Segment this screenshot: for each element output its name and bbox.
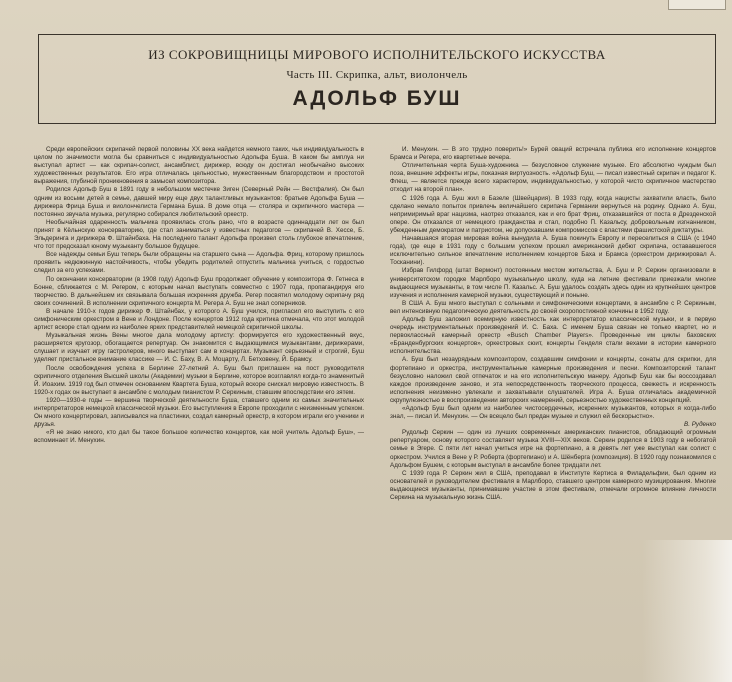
paragraph: Начавшаяся вторая мировая война вынудила А. Буша покинуть Европу и переселиться в США (с 1940 года), где еще в 1931 году с большим успехом прошел американский дебют скрипача, остававшегося исключительно сильное впечатление исполнением концертов Баха и Брамса (оркестром дирижировал А. Тосканини). [390,235,716,267]
paragraph: 1920—1930-е годы — вершина творческой деятельности Буша, ставшего одним из самых значительных интерпретаторов немецкой классической музыки. Его выступления в Европе проходили с неизменным успехом. Он много концертировал, записывался на пластинки, создал камерный оркестр, в котором играли его ученики и друзья. [34,396,364,429]
paragraph: Музыкальная жизнь Вены многое дала молодому артисту: формируется его художественный вкус, расширяется кругозор, обогащается репертуар. Он знакомится с выдающимися музыкантами, дирижерами, слушает и изучает игру гастролеров, много выступает сам в концертах. Музыкант серьезный и строгий, Буш уделяет пристальное внимание классике — И. С. Баху, В. А. Моцарту, Л. Бетховену, Й. Брамсу. [34,332,364,364]
paragraph: По окончании консерватории (в 1908 году) Адольф Буш продолжает обучение у композитора Ф. Гетнеса в Бонне, сближается с М. Регером, с которым начал выступать совместно с 1907 года, пропагандируя его творчество. В дальнейшем их связывала большая искренняя дружба. Регер посвятил молодому скрипачу ряд своих сочинений. В исполнении скрипичного концерта М. Регера А. Буш не знал соперников. [34,275,364,307]
paragraph: Среди европейских скрипачей первой половины XX века найдется немного таких, чья индивидуальность в целом по значимости могла бы сравниться с индивидуальностью Адольфа Буша. В каком бы амплуа ни выступал артист — как скрипач-солист, ансамблист, дирижер, всюду он достигал необычайно высоких художественных результатов. Его игра отличалась цельностью, мужественным благородством и простотой выражения, глубиной проникновения в замысел композитора. [34,146,364,186]
paragraph: В начале 1910-х годов дирижер Ф. Штайнбах, у которого А. Буш учился, пригласил его выступить с его симфоническим оркестром в Вене и Лондоне. После концертов 1912 года критика отмечала, что этот молодой артист вскоре стал одним из наиболее ярких представителей немецкой скрипичной школы. [34,307,364,332]
paragraph: С 1939 года Р. Серкин жил в США, преподавал в Институте Кертиса в Филадельфии, был одним из основателей и руководителем фестиваля в Марлборо, ставшего центром камерного музицирования. Многие выдающиеся музыканты, принимавшие участие в этом фестивале, отмечали огромное влияние личности Серкина на музыкальную жизнь США. [390,469,716,502]
paragraph: В США А. Буш много выступал с сольными и симфоническими концертами, в ансамбле с Р. Серкиным, вел интенсивную педагогическую деятельность до своей скоропостижной кончины в 1952 году. [390,299,716,315]
paragraph: С 1926 года А. Буш жил в Базеле (Швейцария). В 1933 году, когда нацисты захватили власть, было сделано немало попыток привлечь величайшего скрипача Германии вернуться на родину. Однако А. Буш, непримиримый враг нацизма, наотрез отказался, как и его брат Фриц, отказавшийся от поста в Дрезденской опере. Он отказался от немецкого гражданства и стал, подобно П. Казальсу, добровольным изгнанником, убежденным демократом и патриотом, не допускавшим компромиссов с властями фашистской диктатуры. [390,194,716,234]
paragraph: Все надежды семьи Буш теперь были обращены на старшего сына — Адольфа. Фриц, которому пришлось проявить недюжинную настойчивость, чтобы убедить родителей отпустить мальчика учиться, с гордостью следил за его успехами. [34,251,364,275]
left-text-column [34,146,364,674]
title-frame [38,34,716,124]
series-title: ИЗ СОКРОВИЩНИЦЫ МИРОВОГО ИСПОЛНИТЕЛЬСКОГО ИСКУССТВА [148,47,606,62]
author-signature: В. Руденко [684,421,716,429]
paragraph: А. Буш был незаурядным композитором, создавшим симфонии и концерты, сонаты для скрипки, для фортепиано и оркестра, инструментальные камерные произведения и песни. Композиторский талант безусловно наложил свой отпечаток и на его исполнительскую манеру. Адольф Буш как бы воссоздавал каждое произведение заново, и эта непосредственность творческого процесса, свежесть и искренность исполнения неизменно увлекали и захватывали слушателей. Игра А. Буша отличалась академичной скрупулезностью в воспроизведении авторских намерений, серьезностью художественных концепций. [390,356,716,404]
paragraph: Адольф Буш заложил всемирную известность как интерпретатор классической музыки, и в первую очередь инструментальных произведений И. С. Баха. С именем Буша связан не только квартет, но и первоклассный камерный оркестр «Busch Chamber Players». Проведенные им циклы баховских «Бранденбургских концертов», оркестровых сюит, концерты Генделя стали вехами в истории камерного исполнительства. [390,315,716,356]
part-subtitle: Часть III. Скрипка, альт, виолончель [286,69,468,81]
paragraph: Отличительная черта Буша-художника — безусловное служение музыке. Его абсолютно чуждым был поза, внешние эффекты игры, показная виртуозность. «Адольф Буш, — писал известный скрипач и педагог К. Флеш, — является прежде всего характером, индивидуальностью, у которой чисто скрипичное мастерство отходит на второй план». [390,162,716,194]
paragraph: «Адольф Буш был одним из наиболее чистосердечных, искренних музыкантов, которых я когда-либо знал, — писал И. Менухин. — Он всецело был предан музыке и служил ей бескорыстно». [390,405,716,421]
corner-label-tab [668,0,726,10]
paragraph: И. Менухин. — В это трудно поверить!» Бурей оваций встречала публика его исполнение концертов Брамса и Регера, его квартетные вечера. [390,146,716,162]
paragraph: Рудольф Серкин — один из лучших современных американских пианистов, обладающий огромным репертуаром, основу которого составляет музыка XVIII—XIX веков. Серкин родился в 1903 году в небогатой семье в Эгере. С пяти лет начал учиться игре на фортепиано, а в девять лет уже выступал как солист с оркестром. Учился в Вене у Р. Роберта (фортепиано) и А. Шёнберга (композиция). В 1920 году познакомился с Адольфом Бушем, с которым выступал в ансамбле более тридцати лет. [390,429,716,469]
paragraph: Избрав Гилфорд (штат Вермонт) постоянным местом жительства, А. Буш и Р. Серкин организовали в университетском городке Марлборо музыкальную школу, куда на летние фестивали приезжали многие выдающиеся музыканты, в том числе П. Казальс. А. Буш удалось создать здесь один из крупнейших центров изучения и исполнения камерной музыки, существующий и поныне. [390,267,716,299]
paragraph: Родился Адольф Буш в 1891 году в небольшом местечке Зиген (Северный Рейн — Вестфалия). Он был одним из восьми детей в семье, давшей миру еще двух талантливых музыкантов: братьев Адольфа Буша — дирижера Фрица Буша и виолончелиста Германа Буша. В доме отца — столяра и скрипичного мастера — постоянно звучала музыка, регулярно собирался любительский оркестр. [34,186,364,218]
paragraph: «Я не знаю никого, кто дал бы такое большое количество концертов, как мой учитель Адольф Буш», — вспоминает И. Менухин. [34,429,364,445]
paragraph: После освобождения успеха в Берлине 27-летний А. Буш был приглашен на пост руководителя скрипичного отделения Высшей школы (Академии) музыки в Берлине, которое возглавлял когда-то знаменитый Й. Иоахим. 1919 год был отмечен основанием Квартета Буша, который вскоре снискал мировую известность. В 1920-х годах он выступает в ансамбле с молодым пианистом Р. Серкиным, ставшим впоследствии его зятем. [34,364,364,396]
artist-name: АДОЛЬФ БУШ [292,87,462,110]
right-text-column [390,146,716,674]
paragraph: Необычайная одаренность мальчика проявилась столь рано, что в возрасте одиннадцати лет он был принят в Кёльнскую консерваторию, где стал заниматься у известных педагогов — скрипачей В. Хессе, Б. Эльдеринга и дирижера Ф. Штайнбаха. На последнего талант Адольфа произвел столь глубокое впечатление, что тот предсказал юному музыканту большое будущее. [34,218,364,251]
